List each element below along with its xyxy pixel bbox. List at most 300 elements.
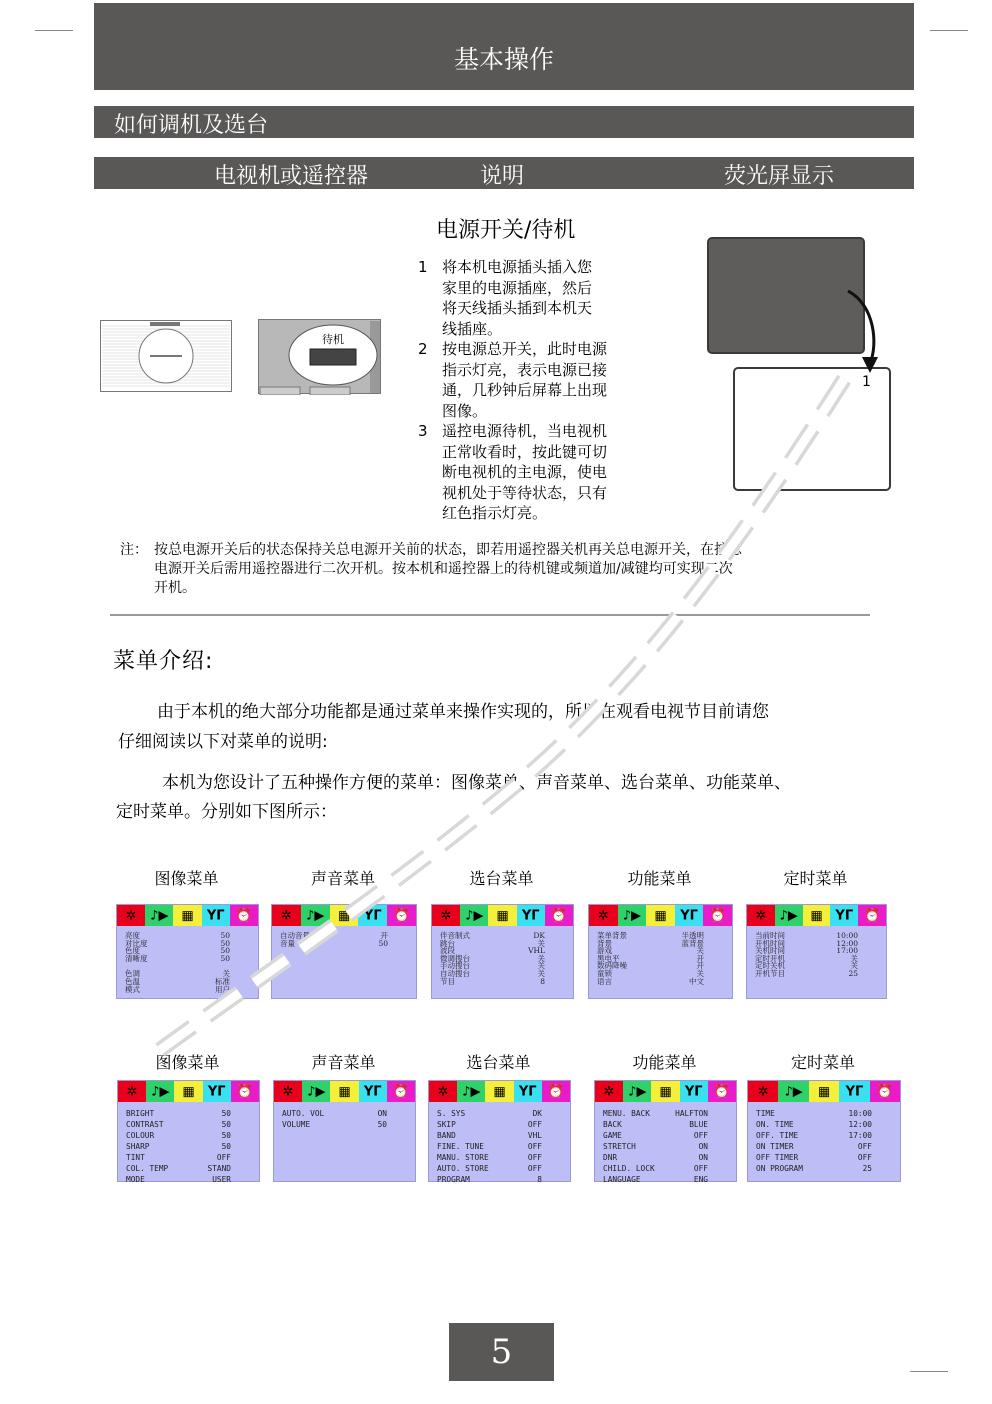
menu-item-label: 背景 — [597, 938, 612, 948]
sound-icon: ♪▶ — [306, 908, 325, 923]
menu-item-value: DK — [533, 931, 545, 940]
menu-item-label: 伴音制式 — [440, 931, 470, 940]
osd-tab — [387, 1081, 415, 1102]
menu-item-value: 50 — [377, 1120, 387, 1129]
menu-item-value: 50 — [220, 953, 230, 963]
crop-mark — [910, 1371, 948, 1372]
menu-intro-heading: 菜单介绍: — [113, 649, 214, 674]
remote-control-illustration — [258, 319, 382, 395]
page-number: 5 — [449, 1323, 554, 1381]
sound-icon: ♪▶ — [622, 908, 642, 923]
menu-title: 定时菜单 — [790, 1053, 855, 1072]
osd-tab — [517, 905, 545, 926]
menu-item-label: DNR — [603, 1153, 618, 1162]
sound-icon: ♪▶ — [779, 908, 798, 923]
menu-item-value: 开 — [696, 961, 704, 971]
page-title-bar — [94, 3, 914, 90]
menu-item-label: 关机时间 — [755, 946, 785, 956]
osd-menu — [271, 904, 417, 999]
menu-item-label: S. SYS — [437, 1109, 466, 1118]
sound-icon: ♪▶ — [462, 1084, 481, 1099]
osd-tab — [646, 905, 675, 926]
osd-tab — [301, 905, 330, 926]
function-icon: ΥΓ — [363, 908, 382, 923]
osd-tab — [675, 905, 704, 926]
intro-paragraph-line: 由于本机的绝大部分功能都是通过菜单来操作实现的，所以在观看电视节目前请您 — [157, 702, 769, 722]
menu-item-label: OFF. TIME — [756, 1131, 799, 1140]
menu-item-value: OFF — [693, 1131, 708, 1140]
menu-item-label: 定时关机 — [755, 961, 785, 971]
power-standby-title: 电源开关/待机 — [436, 218, 576, 243]
osd-menu — [746, 904, 887, 999]
timer-icon: ⏰ — [547, 1084, 564, 1099]
menu-row — [597, 962, 724, 970]
menu-item-value: USER — [212, 1175, 231, 1184]
osd-menu — [273, 1080, 416, 1182]
osd-tab — [775, 905, 803, 926]
picture-icon: ✲ — [597, 908, 609, 923]
menu-item-value: 用户 — [215, 984, 230, 994]
menu-item-label: 自动音量 — [280, 931, 310, 940]
osd-tab — [174, 1081, 202, 1102]
menu-item-label: LANGUAGE — [603, 1175, 641, 1184]
menu-row — [125, 940, 250, 948]
list-item: 3 遥控电源待机，当电视机 正常收看时，按此键可切 断电视机的主电源，使电 视机处于等待状态，只有 红色指示灯亮。 — [418, 422, 608, 522]
menu-item-label: OFF TIMER — [756, 1153, 799, 1162]
sound-icon: ♪▶ — [628, 1084, 647, 1099]
osd-tab — [747, 905, 775, 926]
arrow-down-icon — [840, 285, 890, 380]
menu-row — [126, 1130, 251, 1141]
column-header-device: 电视机或遥控器 — [214, 164, 369, 189]
menu-row — [756, 1108, 892, 1119]
osd-tab — [488, 905, 516, 926]
osd-tab — [485, 1081, 513, 1102]
menu-item-label: 游戏 — [597, 946, 612, 956]
osd-tab — [330, 905, 359, 926]
menu-row — [125, 978, 250, 986]
menu-row — [597, 932, 724, 940]
menu-item-value: 10:00 — [848, 1109, 872, 1118]
menu-item-label: 波段 — [440, 946, 455, 956]
osd-tab — [618, 905, 647, 926]
osd-tab — [803, 905, 831, 926]
osd-tab — [809, 1081, 839, 1102]
osd-tab — [359, 1081, 387, 1102]
menu-item-label: ON PROGRAM — [756, 1164, 803, 1173]
picture-icon: ✲ — [282, 1084, 294, 1099]
menu-item-value: 关 — [537, 961, 545, 971]
channel-icon: ▦ — [337, 908, 351, 923]
timer-icon: ⏰ — [876, 1084, 893, 1099]
osd-tab — [870, 1081, 900, 1102]
timer-icon: ⏰ — [392, 1084, 409, 1099]
channel-icon: ▦ — [817, 1084, 831, 1099]
menu-row — [126, 1152, 251, 1163]
menu-item-label: TINT — [126, 1153, 145, 1162]
menu-item-value: 关 — [850, 961, 858, 971]
channel-icon: ▦ — [496, 908, 509, 923]
section-title: 如何调机及选台 — [114, 113, 269, 138]
osd-tab — [117, 905, 145, 926]
osd-tab — [330, 1081, 358, 1102]
menu-item-value: 关 — [222, 969, 230, 979]
osd-tab — [830, 905, 858, 926]
osd-tab — [432, 905, 460, 926]
menu-item-label: 模式 — [125, 984, 140, 994]
column-header-bar — [94, 157, 914, 189]
menu-item-label: 数码降噪 — [597, 961, 627, 971]
menu-item-value: 关 — [850, 953, 858, 963]
menu-item-label: BACK — [603, 1120, 622, 1129]
menu-title: 图像菜单 — [155, 1053, 220, 1072]
menu-row — [755, 970, 878, 978]
menu-item-label: PROGRAM — [437, 1175, 470, 1184]
menu-item-label: 色调 — [125, 969, 140, 979]
menu-row — [126, 1174, 251, 1185]
picture-icon: ✲ — [440, 908, 452, 923]
crop-mark — [35, 30, 73, 31]
picture-icon: ✲ — [280, 908, 292, 923]
osd-tab — [542, 1081, 570, 1102]
osd-tab — [680, 1081, 708, 1102]
section-bar — [94, 106, 914, 138]
timer-icon: ⏰ — [235, 908, 252, 923]
function-icon: ΥΓ — [835, 908, 854, 923]
menu-item-value: 12:00 — [848, 1120, 872, 1129]
menu-item-label: MANU. STORE — [437, 1153, 489, 1162]
function-icon: ΥΓ — [206, 908, 225, 923]
timer-icon: ⏰ — [709, 908, 726, 923]
osd-tab — [514, 1081, 542, 1102]
menu-item-label: COL. TEMP — [126, 1164, 169, 1173]
menu-item-value: 50 — [221, 1142, 231, 1151]
menu-row — [603, 1152, 728, 1163]
menu-item-label: 开机时间 — [755, 938, 785, 948]
menu-title: 声音菜单 — [311, 1053, 376, 1072]
function-icon: ΥΓ — [845, 1084, 864, 1099]
menu-row — [603, 1108, 728, 1119]
menu-item-label: 亮度 — [125, 931, 140, 940]
menu-item-value: 8 — [540, 976, 545, 986]
standby-button-label: 待机 — [322, 333, 344, 346]
menu-item-label: ON. TIME — [756, 1120, 794, 1129]
menu-item-label: 跳台 — [440, 938, 455, 948]
osd-tab — [387, 905, 416, 926]
menu-item-label: 色度 — [125, 946, 140, 956]
osd-tab — [230, 905, 258, 926]
menu-item-value: OFF — [216, 1153, 231, 1162]
menu-row — [126, 1108, 251, 1119]
menu-title: 选台菜单 — [466, 1053, 531, 1072]
menu-item-label: FINE. TUNE — [437, 1142, 484, 1151]
osd-tab — [173, 905, 201, 926]
menu-title: 选台菜单 — [469, 869, 534, 888]
menu-item-value: VHL — [528, 946, 545, 956]
menu-item-value: 50 — [221, 1131, 231, 1140]
menu-item-label: 菜单背景 — [597, 931, 627, 940]
menu-item-label: COLOUR — [126, 1131, 155, 1140]
function-icon: ΥΓ — [363, 1084, 382, 1099]
menu-item-value: 开 — [380, 931, 388, 940]
channel-icon: ▦ — [659, 1084, 672, 1099]
menu-item-label: STRETCH — [603, 1142, 636, 1151]
osd-tab — [146, 1081, 174, 1102]
menu-row — [597, 940, 724, 948]
menu-row — [440, 978, 565, 986]
osd-tab — [457, 1081, 485, 1102]
menu-item-value: 17:00 — [836, 946, 858, 956]
osd-tab — [651, 1081, 679, 1102]
menu-item-value: OFF — [857, 1153, 872, 1162]
osd-tab — [703, 905, 732, 926]
channel-icon: ▦ — [338, 1084, 351, 1099]
menu-item-value: 50 — [378, 938, 388, 948]
menu-row — [440, 970, 565, 978]
menu-item-label: SKIP — [437, 1120, 456, 1129]
menu-item-label: CHILD. LOCK — [603, 1164, 655, 1173]
menu-item-label: MENU. BACK — [603, 1109, 650, 1118]
menu-item-value: OFF — [527, 1142, 542, 1151]
menu-title: 声音菜单 — [310, 869, 375, 888]
menu-row — [437, 1141, 562, 1152]
osd-tab — [274, 1081, 302, 1102]
menu-item-value: 关 — [537, 953, 545, 963]
menu-row — [440, 940, 565, 948]
sound-icon: ♪▶ — [784, 1084, 803, 1099]
osd-tab — [595, 1081, 623, 1102]
menu-item-value: OFF — [857, 1142, 872, 1151]
menu-title: 功能菜单 — [627, 869, 692, 888]
menu-row — [756, 1152, 892, 1163]
menu-row — [125, 986, 250, 994]
menu-item-value: 关 — [537, 938, 545, 948]
menu-item-value: HALFTON — [675, 1109, 708, 1118]
menu-row — [437, 1108, 562, 1119]
osd-tab — [708, 1081, 736, 1102]
picture-icon: ✲ — [755, 908, 767, 923]
menu-item-label: 定时开机 — [755, 953, 785, 963]
picture-icon: ✲ — [125, 908, 137, 923]
menu-item-value: 25 — [862, 1164, 872, 1173]
menu-title: 功能菜单 — [632, 1053, 697, 1072]
menu-item-label: 语言 — [597, 976, 612, 986]
menu-item-label: AUTO. VOL — [282, 1109, 325, 1118]
menu-item-label: 黑电平 — [597, 953, 620, 963]
osd-tab — [545, 905, 573, 926]
menu-item-label: 童锁 — [597, 968, 612, 978]
list-item: 1 将本机电源插头插入您 家里的电源插座，然后 将天线插头插到本机天 线插座。 — [418, 258, 593, 338]
menu-item-value: 中文 — [689, 976, 704, 986]
function-icon: ΥΓ — [680, 908, 698, 923]
intro-paragraph-line: 定时菜单。分别如下图所示： — [116, 802, 337, 822]
menu-item-label: BAND — [437, 1131, 456, 1140]
tv-front-illustration — [100, 320, 233, 393]
menu-item-value: 关 — [537, 968, 545, 978]
crop-mark — [930, 30, 968, 31]
menu-item-value: DK — [532, 1109, 542, 1118]
list-item: 2 按电源总开关，此时电源 指示灯亮，表示电源已接 通，几秒钟后屏幕上出现 图像。 — [418, 340, 608, 420]
menu-item-value: 50 — [220, 946, 230, 956]
osd-tab — [202, 905, 230, 926]
osd-tab — [460, 905, 488, 926]
menu-item-value: BLUE — [689, 1120, 708, 1129]
osd-tab — [302, 1081, 330, 1102]
menu-item-value: 50 — [220, 938, 230, 948]
menu-item-value: 17:00 — [848, 1131, 872, 1140]
menu-row — [126, 1119, 251, 1130]
menu-item-label: AUTO. STORE — [437, 1164, 489, 1173]
menu-item-value: ON — [698, 1142, 708, 1151]
menu-item-value: ON — [377, 1109, 387, 1118]
menu-item-value: 50 — [220, 931, 230, 940]
channel-icon: ▦ — [181, 908, 194, 923]
osd-menu — [116, 904, 259, 999]
menu-item-label: 开机节目 — [755, 968, 785, 978]
osd-menu — [428, 1080, 571, 1182]
function-icon: ΥΓ — [518, 1084, 537, 1099]
menu-item-value: 50 — [221, 1120, 231, 1129]
menu-item-value: 标准 — [215, 976, 230, 986]
timer-icon: ⏰ — [236, 1084, 253, 1099]
osd-tab — [203, 1081, 231, 1102]
power-steps — [418, 257, 607, 524]
menu-item-label: 微调搜台 — [440, 953, 470, 963]
osd-tab — [272, 905, 301, 926]
menu-item-value: 50 — [221, 1109, 231, 1118]
osd-tab — [145, 905, 173, 926]
timer-icon: ⏰ — [393, 908, 410, 923]
menu-item-label: 自动搜台 — [440, 968, 470, 978]
column-header-screen: 荧光屏显示 — [724, 164, 835, 189]
picture-icon: ✲ — [126, 1084, 138, 1099]
menu-item-label: SHARP — [126, 1142, 150, 1151]
menu-row — [603, 1130, 728, 1141]
menu-row — [282, 1119, 407, 1130]
menu-row — [756, 1141, 892, 1152]
menu-item-value: ENG — [693, 1175, 708, 1184]
menu-row — [756, 1130, 892, 1141]
menu-row — [437, 1174, 562, 1185]
osd-menu — [588, 904, 733, 999]
menu-row — [437, 1163, 562, 1174]
menu-item-label: VOLUME — [282, 1120, 311, 1129]
sound-icon: ♪▶ — [465, 908, 484, 923]
menu-row — [597, 970, 724, 978]
osd-tab — [858, 905, 886, 926]
menu-row — [437, 1119, 562, 1130]
divider — [110, 614, 870, 616]
menu-item-value: VHL — [527, 1131, 542, 1140]
power-note: 注： 按总电源开关后的状态保持关总电源开关前的状态，即若用遥控器关机再关总电源开关，在按总 电源开关后需用遥控器进行二次开机。按本机和遥控器上的待机键或频道加/减键均可实现二次 开机。 — [120, 542, 742, 596]
channel-number: 1 — [862, 374, 871, 390]
menu-row — [440, 932, 565, 940]
menu-row — [597, 978, 724, 986]
menu-item-value: 关 — [696, 946, 704, 956]
menu-item-value: OFF — [527, 1120, 542, 1129]
timer-icon: ⏰ — [713, 1084, 730, 1099]
menu-item-value: OFF — [527, 1164, 542, 1173]
menu-row — [603, 1141, 728, 1152]
menu-row — [125, 962, 250, 970]
menu-row — [603, 1119, 728, 1130]
channel-icon: ▦ — [654, 908, 667, 923]
menu-row — [437, 1152, 562, 1163]
menu-item-label: 清晰度 — [125, 953, 148, 963]
picture-icon: ✲ — [603, 1084, 615, 1099]
menu-item-value: 蓝背景 — [681, 938, 704, 948]
osd-tab — [118, 1081, 146, 1102]
function-icon: ΥΓ — [207, 1084, 226, 1099]
menu-item-label: TIME — [756, 1109, 775, 1118]
menu-row — [756, 1163, 892, 1174]
osd-tab — [429, 1081, 457, 1102]
menu-item-label: 节目 — [440, 976, 455, 986]
osd-tab — [231, 1081, 259, 1102]
sound-icon: ♪▶ — [307, 1084, 326, 1099]
channel-icon: ▦ — [810, 908, 823, 923]
menu-item-value: 12:00 — [836, 938, 858, 948]
picture-icon: ✲ — [437, 1084, 449, 1099]
intro-paragraph-line: 仔细阅读以下对菜单的说明: — [118, 732, 328, 752]
channel-icon: ▦ — [182, 1084, 195, 1099]
menu-item-label: BRIGHT — [126, 1109, 155, 1118]
timer-icon: ⏰ — [550, 908, 567, 923]
osd-tab — [623, 1081, 651, 1102]
osd-tab — [778, 1081, 808, 1102]
menu-title: 图像菜单 — [154, 869, 219, 888]
osd-tab — [839, 1081, 869, 1102]
menu-row — [126, 1163, 251, 1174]
menu-item-value: 8 — [537, 1175, 542, 1184]
sound-icon: ♪▶ — [150, 908, 169, 923]
menu-item-label: CONTRAST — [126, 1120, 164, 1129]
menu-item-value: STAND — [207, 1164, 231, 1173]
column-header-description: 说明 — [480, 164, 525, 189]
function-icon: ΥΓ — [521, 908, 540, 923]
menu-item-label: 当前时间 — [755, 931, 785, 940]
menu-item-value: OFF — [527, 1153, 542, 1162]
menu-row — [126, 1141, 251, 1152]
osd-tab — [589, 905, 618, 926]
menu-item-value: 关 — [696, 968, 704, 978]
menu-item-label: 对比度 — [125, 938, 148, 948]
osd-menu — [431, 904, 574, 999]
menu-item-label: MODE — [126, 1175, 145, 1184]
menu-item-value: OFF — [693, 1164, 708, 1173]
menu-item-label: GAME — [603, 1131, 622, 1140]
osd-menu — [747, 1080, 901, 1182]
menu-item-value: 25 — [848, 968, 858, 978]
channel-icon: ▦ — [493, 1084, 506, 1099]
osd-tab — [358, 905, 387, 926]
menu-row — [282, 1108, 407, 1119]
menu-row — [125, 970, 250, 978]
menu-row — [756, 1119, 892, 1130]
menu-row — [280, 940, 408, 948]
menu-item-value: 半透明 — [681, 931, 704, 940]
picture-icon: ✲ — [757, 1084, 769, 1099]
menu-row — [603, 1163, 728, 1174]
osd-menu — [594, 1080, 737, 1182]
menu-row — [603, 1174, 728, 1185]
function-icon: ΥΓ — [684, 1084, 703, 1099]
menu-item-label: 音量 — [280, 938, 295, 948]
menu-item-value: 10:00 — [836, 931, 858, 940]
osd-menu — [117, 1080, 260, 1182]
menu-item-value: ON — [698, 1153, 708, 1162]
timer-icon: ⏰ — [863, 908, 881, 923]
